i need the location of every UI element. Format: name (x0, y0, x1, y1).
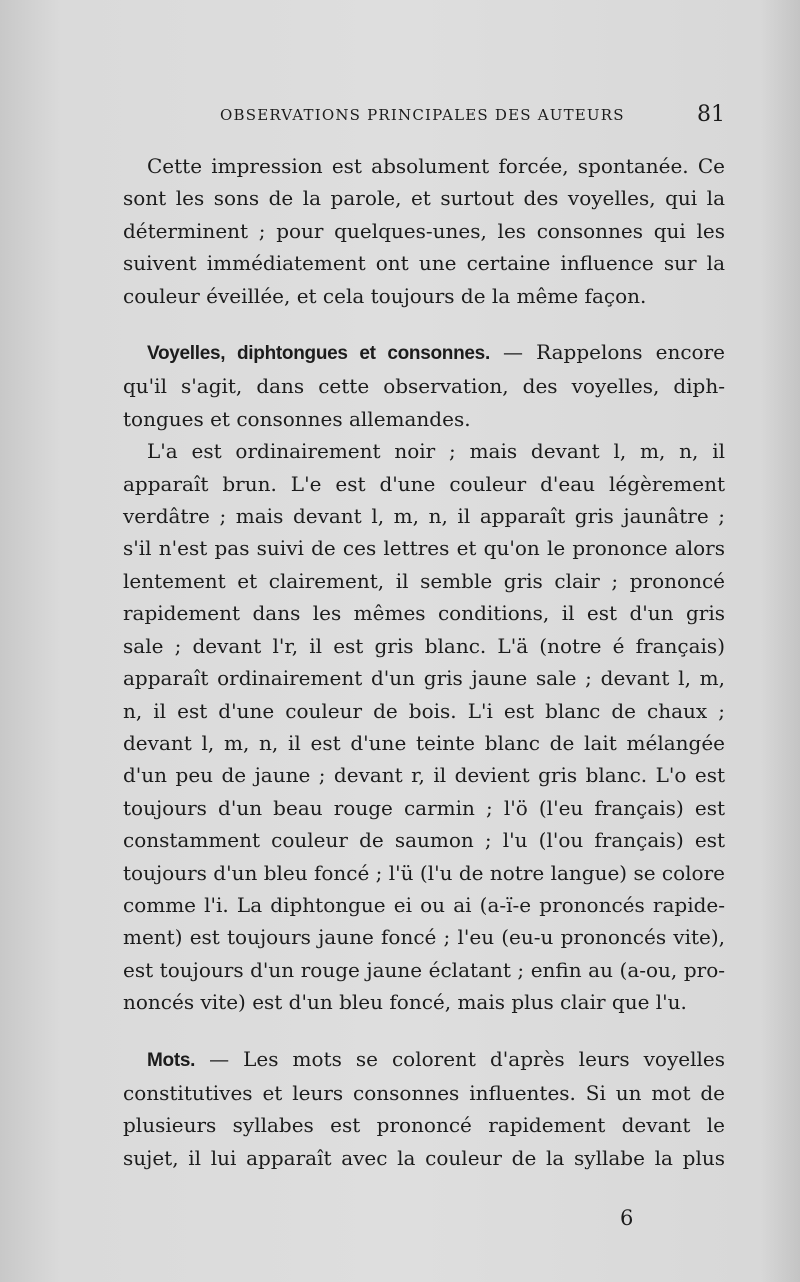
text-line: Cette impression est absolument forcée, spontanée. Ce (147, 154, 725, 178)
text-line: couleur éveillée, et cela toujours de la même façon. (123, 283, 647, 308)
text-line: n, il est d'une couleur de bois. L'i est blanc de chaux ; (123, 698, 725, 723)
text-line: qu'il s'agit, dans cette observation, des voyelles, diph- (123, 374, 725, 399)
spacer (123, 312, 725, 336)
text-line: toujours d'un bleu foncé ; l'ü (l'u de notre langue) se colore (123, 860, 725, 885)
signature-mark: 6 (620, 1206, 634, 1230)
text-line: déterminent ; pour quelques-unes, les consonnes qui les (123, 218, 725, 243)
text-line: comme l'i. La diphtongue ei ou ai (a-ï-e prononcés rapide- (123, 892, 725, 917)
running-head: OBSERVATIONS PRINCIPALES DES AUTEURS (220, 106, 625, 124)
paragraph-impression (123, 150, 725, 312)
text-line: rapidement dans les mêmes conditions, il est d'un gris (123, 601, 725, 626)
section-heading-voyelles: Voyelles, diphtongues et consonnes. (147, 343, 490, 365)
text-line: suivent immédiatement ont une certaine influence sur la (123, 251, 725, 276)
text-line: sont les sons de la parole, et surtout des voyelles, qui la (123, 186, 725, 211)
page-body (123, 150, 725, 1174)
text-line: s'il n'est pas suivi de ces lettres et qu'on le prononce alors (123, 536, 725, 561)
text-line: verdâtre ; mais devant l, m, n, il apparaît gris jaunâtre ; (123, 504, 725, 529)
paragraph-colors (123, 435, 725, 1018)
text-line: devant l, m, n, il est d'une teinte blanc de lait mélangée (123, 730, 725, 755)
text-line: constamment couleur de saumon ; l'u (l'ou français) est (123, 828, 725, 853)
text-line: apparaît ordinairement d'un gris jaune sale ; devant l, m, (123, 666, 725, 691)
page-number: 81 (697, 102, 725, 127)
text-line: tongues et consonnes allemandes. (123, 406, 471, 431)
text-line: sujet, il lui apparaît avec la couleur de la syllabe la plus (123, 1145, 725, 1170)
section-lead-line (123, 1043, 725, 1077)
text-line: toujours d'un beau rouge carmin ; l'ö (l'eu français) est (123, 795, 725, 820)
text-line: lentement et clairement, il semble gris clair ; prononcé (123, 568, 725, 593)
text-line: est toujours d'un rouge jaune éclatant ; enfin au (a-ou, pro- (123, 957, 725, 982)
text-line: apparaît brun. L'e est d'une couleur d'eau légèrement (123, 471, 725, 496)
text-line: sale ; devant l'r, il est gris blanc. L'ä (notre é français) (123, 633, 725, 658)
section-voyelles (123, 336, 725, 435)
text-line: plusieurs syllabes est prononcé rapidement devant le (123, 1113, 725, 1138)
section-lead-text: — Les mots se colorent d'après leurs voyelles (195, 1046, 725, 1071)
text-line: d'un peu de jaune ; devant r, il devient gris blanc. L'o est (123, 763, 725, 788)
text-line: L'a est ordinairement noir ; mais devant l, m, n, il (147, 439, 725, 464)
text-line: constitutives et leurs consonnes influentes. Si un mot de (123, 1080, 725, 1105)
page-header (220, 104, 725, 134)
spacer (123, 1019, 725, 1043)
text-line: noncés vite) est d'un bleu foncé, mais plus clair que l'u. (123, 990, 687, 1015)
section-lead-text: — Rappelons encore (489, 340, 725, 365)
section-mots (123, 1043, 725, 1175)
section-lead-line (123, 336, 725, 370)
section-heading-mots: Mots. (147, 1049, 196, 1071)
text-line: ment) est toujours jaune foncé ; l'eu (eu-u prononcés vite), (123, 925, 725, 950)
